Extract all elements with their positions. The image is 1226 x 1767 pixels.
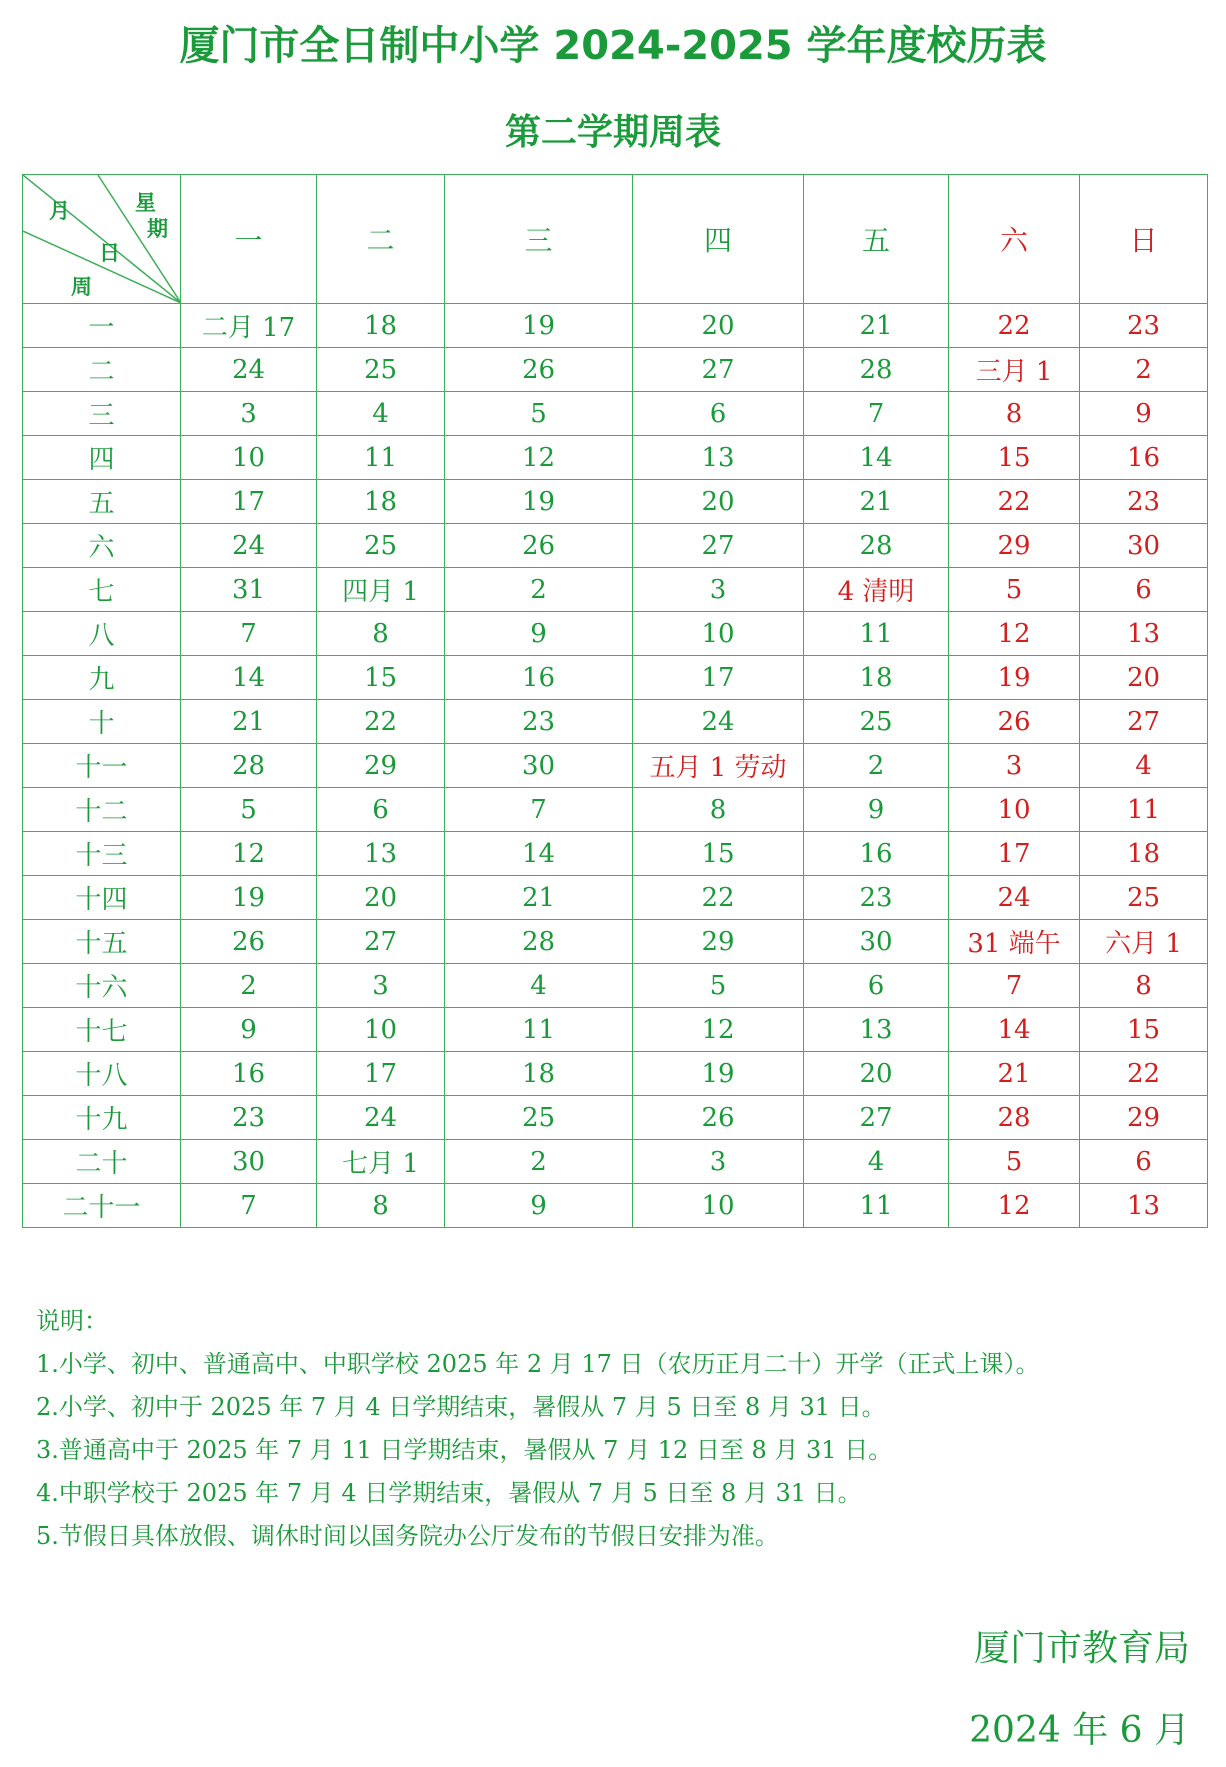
- day-cell: 7: [181, 1184, 317, 1228]
- corner-month-label: 月: [49, 199, 70, 223]
- note-item: 5.节假日具体放假、调休时间以国务院办公厅发布的节假日安排为准。: [36, 1522, 779, 1550]
- calendar-body: [23, 304, 1208, 1228]
- day-cell: 29: [317, 744, 445, 788]
- day-cell: 4: [1080, 744, 1208, 788]
- day-cell: 26: [445, 348, 633, 392]
- note-item: 1.小学、初中、普通高中、中职学校 2025 年 2 月 17 日（农历正月二十）开学（正式上课）。: [36, 1350, 1040, 1378]
- day-cell: 26: [445, 524, 633, 568]
- note-item: 3.普通高中于 2025 年 7 月 11 日学期结束，暑假从 7 月 12 日至 8 月 31 日。: [36, 1436, 893, 1464]
- day-cell: 25: [445, 1096, 633, 1140]
- day-cell: 26: [949, 700, 1080, 744]
- week-number-cell: 十四: [23, 876, 181, 920]
- day-cell: 2: [181, 964, 317, 1008]
- day-cell: 21: [445, 876, 633, 920]
- day-cell: 24: [949, 876, 1080, 920]
- issuer-name: 厦门市教育局: [973, 1628, 1190, 1669]
- day-cell: 20: [317, 876, 445, 920]
- week-row: [23, 920, 1208, 964]
- day-cell: 17: [317, 1052, 445, 1096]
- day-cell: 三月 1: [949, 348, 1080, 392]
- day-cell: 21: [804, 480, 949, 524]
- day-cell: 11: [1080, 788, 1208, 832]
- day-cell: 6: [317, 788, 445, 832]
- day-cell: 27: [633, 524, 804, 568]
- day-cell: 四月 1: [317, 568, 445, 612]
- day-cell: 12: [633, 1008, 804, 1052]
- day-cell: 28: [804, 348, 949, 392]
- day-cell: 16: [804, 832, 949, 876]
- week-row: [23, 348, 1208, 392]
- day-cell: 5: [445, 392, 633, 436]
- week-number-cell: 二十一: [23, 1184, 181, 1228]
- day-cell: 二月 17: [181, 304, 317, 348]
- day-cell: 18: [445, 1052, 633, 1096]
- day-cell: 29: [633, 920, 804, 964]
- day-cell: 22: [949, 480, 1080, 524]
- day-cell: 11: [445, 1008, 633, 1052]
- day-cell: 24: [633, 700, 804, 744]
- day-cell: 9: [445, 612, 633, 656]
- day-cell: 3: [633, 1140, 804, 1184]
- day-header-tue: 二: [317, 175, 445, 304]
- day-cell: 7: [949, 964, 1080, 1008]
- day-cell: 23: [804, 876, 949, 920]
- day-cell: 21: [949, 1052, 1080, 1096]
- week-row: [23, 1096, 1208, 1140]
- day-cell: 5: [181, 788, 317, 832]
- day-cell: 3: [633, 568, 804, 612]
- week-number-cell: 五: [23, 480, 181, 524]
- day-cell: 9: [804, 788, 949, 832]
- day-cell: 25: [1080, 876, 1208, 920]
- day-cell: 27: [633, 348, 804, 392]
- day-cell: 21: [804, 304, 949, 348]
- day-cell: 30: [804, 920, 949, 964]
- week-row: [23, 304, 1208, 348]
- day-cell: 14: [804, 436, 949, 480]
- day-cell: 15: [1080, 1008, 1208, 1052]
- note-item: 4.中职学校于 2025 年 7 月 4 日学期结束，暑假从 7 月 5 日至 8 月 31 日。: [36, 1479, 862, 1507]
- day-cell: 15: [633, 832, 804, 876]
- day-cell: 8: [317, 612, 445, 656]
- day-cell: 24: [317, 1096, 445, 1140]
- day-cell: 六月 1: [1080, 920, 1208, 964]
- corner-cell: [23, 175, 181, 304]
- week-number-cell: 三: [23, 392, 181, 436]
- day-cell: 10: [633, 612, 804, 656]
- day-cell: 20: [633, 480, 804, 524]
- day-cell: 14: [181, 656, 317, 700]
- week-row: [23, 964, 1208, 1008]
- day-cell: 5: [949, 568, 1080, 612]
- day-cell: 24: [181, 524, 317, 568]
- day-cell: 29: [949, 524, 1080, 568]
- week-row: [23, 392, 1208, 436]
- day-cell: 20: [1080, 656, 1208, 700]
- day-cell: 2: [445, 1140, 633, 1184]
- corner-day-label: 日: [99, 241, 120, 265]
- week-number-cell: 一: [23, 304, 181, 348]
- day-cell: 30: [181, 1140, 317, 1184]
- day-cell: 9: [1080, 392, 1208, 436]
- day-cell: 28: [445, 920, 633, 964]
- week-number-cell: 十七: [23, 1008, 181, 1052]
- week-number-cell: 十一: [23, 744, 181, 788]
- day-cell: 14: [949, 1008, 1080, 1052]
- day-cell: 23: [1080, 304, 1208, 348]
- page-subtitle: 第二学期周表: [504, 112, 721, 153]
- day-cell: 13: [1080, 612, 1208, 656]
- day-cell: 26: [633, 1096, 804, 1140]
- day-cell: 8: [317, 1184, 445, 1228]
- day-cell: 5: [949, 1140, 1080, 1184]
- notes-heading: 说明：: [36, 1307, 108, 1335]
- day-cell: 11: [317, 436, 445, 480]
- corner-weekday-label-1: 星: [135, 191, 156, 215]
- day-cell: 7: [804, 392, 949, 436]
- week-number-cell: 十八: [23, 1052, 181, 1096]
- day-cell: 4: [804, 1140, 949, 1184]
- calendar-table: [22, 174, 1208, 1228]
- day-cell: 27: [317, 920, 445, 964]
- corner-weekday-label-2: 期: [147, 217, 168, 241]
- week-row: [23, 1052, 1208, 1096]
- day-cell: 11: [804, 1184, 949, 1228]
- week-number-cell: 二: [23, 348, 181, 392]
- day-cell: 28: [949, 1096, 1080, 1140]
- day-cell: 19: [445, 480, 633, 524]
- day-cell: 4 清明: [804, 568, 949, 612]
- corner-week-label: 周: [71, 275, 92, 299]
- day-cell: 31 端午: [949, 920, 1080, 964]
- day-cell: 2: [1080, 348, 1208, 392]
- day-cell: 19: [949, 656, 1080, 700]
- day-cell: 13: [317, 832, 445, 876]
- day-cell: 19: [181, 876, 317, 920]
- day-cell: 七月 1: [317, 1140, 445, 1184]
- week-row: [23, 568, 1208, 612]
- day-cell: 五月 1 劳动: [633, 744, 804, 788]
- day-cell: 23: [1080, 480, 1208, 524]
- day-cell: 28: [804, 524, 949, 568]
- day-cell: 25: [317, 348, 445, 392]
- week-number-cell: 十六: [23, 964, 181, 1008]
- day-cell: 2: [445, 568, 633, 612]
- week-row: [23, 524, 1208, 568]
- day-cell: 25: [317, 524, 445, 568]
- week-number-cell: 八: [23, 612, 181, 656]
- day-cell: 4: [317, 392, 445, 436]
- day-cell: 9: [445, 1184, 633, 1228]
- day-cell: 5: [633, 964, 804, 1008]
- day-cell: 8: [949, 392, 1080, 436]
- day-cell: 19: [445, 304, 633, 348]
- day-cell: 10: [633, 1184, 804, 1228]
- day-cell: 6: [1080, 1140, 1208, 1184]
- day-header-mon: 一: [181, 175, 317, 304]
- week-row: [23, 744, 1208, 788]
- week-row: [23, 876, 1208, 920]
- week-row: [23, 1140, 1208, 1184]
- week-number-cell: 六: [23, 524, 181, 568]
- day-cell: 15: [949, 436, 1080, 480]
- week-row: [23, 700, 1208, 744]
- day-cell: 3: [317, 964, 445, 1008]
- day-cell: 31: [181, 568, 317, 612]
- day-cell: 29: [1080, 1096, 1208, 1140]
- day-cell: 4: [445, 964, 633, 1008]
- day-cell: 12: [949, 612, 1080, 656]
- day-cell: 23: [181, 1096, 317, 1140]
- day-cell: 16: [1080, 436, 1208, 480]
- day-cell: 17: [949, 832, 1080, 876]
- day-cell: 30: [1080, 524, 1208, 568]
- notes-section: [36, 1300, 1040, 1558]
- day-cell: 22: [633, 876, 804, 920]
- day-cell: 27: [804, 1096, 949, 1140]
- day-cell: 8: [633, 788, 804, 832]
- day-cell: 10: [317, 1008, 445, 1052]
- day-cell: 8: [1080, 964, 1208, 1008]
- day-cell: 18: [1080, 832, 1208, 876]
- day-cell: 22: [317, 700, 445, 744]
- page-title: 厦门市全日制中小学 2024-2025 学年度校历表: [179, 23, 1047, 69]
- day-cell: 6: [1080, 568, 1208, 612]
- day-cell: 12: [445, 436, 633, 480]
- header-row: [23, 175, 1208, 304]
- day-cell: 2: [804, 744, 949, 788]
- week-row: [23, 612, 1208, 656]
- week-row: [23, 436, 1208, 480]
- day-cell: 10: [181, 436, 317, 480]
- week-number-cell: 十五: [23, 920, 181, 964]
- week-number-cell: 十二: [23, 788, 181, 832]
- day-cell: 6: [804, 964, 949, 1008]
- week-row: [23, 656, 1208, 700]
- day-cell: 17: [181, 480, 317, 524]
- week-number-cell: 十九: [23, 1096, 181, 1140]
- day-cell: 22: [1080, 1052, 1208, 1096]
- day-cell: 27: [1080, 700, 1208, 744]
- day-header-sun: 日: [1080, 175, 1208, 304]
- day-cell: 24: [181, 348, 317, 392]
- day-cell: 23: [445, 700, 633, 744]
- day-cell: 28: [181, 744, 317, 788]
- day-cell: 25: [804, 700, 949, 744]
- week-number-cell: 十三: [23, 832, 181, 876]
- day-cell: 12: [949, 1184, 1080, 1228]
- week-number-cell: 二十: [23, 1140, 181, 1184]
- day-cell: 7: [181, 612, 317, 656]
- day-cell: 7: [445, 788, 633, 832]
- day-cell: 13: [633, 436, 804, 480]
- day-cell: 3: [181, 392, 317, 436]
- day-cell: 3: [949, 744, 1080, 788]
- day-cell: 19: [633, 1052, 804, 1096]
- week-row: [23, 1008, 1208, 1052]
- day-header-sat: 六: [949, 175, 1080, 304]
- day-cell: 12: [181, 832, 317, 876]
- day-header-wed: 三: [445, 175, 633, 304]
- week-number-cell: 九: [23, 656, 181, 700]
- day-header-thu: 四: [633, 175, 804, 304]
- week-number-cell: 四: [23, 436, 181, 480]
- day-cell: 11: [804, 612, 949, 656]
- note-item: 2.小学、初中于 2025 年 7 月 4 日学期结束，暑假从 7 月 5 日至 8 月 31 日。: [36, 1393, 886, 1421]
- day-cell: 13: [804, 1008, 949, 1052]
- week-row: [23, 832, 1208, 876]
- day-cell: 21: [181, 700, 317, 744]
- week-number-cell: 七: [23, 568, 181, 612]
- day-cell: 6: [633, 392, 804, 436]
- week-number-cell: 十: [23, 700, 181, 744]
- day-cell: 26: [181, 920, 317, 964]
- day-cell: 20: [633, 304, 804, 348]
- day-cell: 18: [317, 480, 445, 524]
- day-cell: 15: [317, 656, 445, 700]
- day-cell: 18: [317, 304, 445, 348]
- day-cell: 16: [445, 656, 633, 700]
- day-cell: 30: [445, 744, 633, 788]
- week-row: [23, 1184, 1208, 1228]
- day-cell: 9: [181, 1008, 317, 1052]
- day-cell: 22: [949, 304, 1080, 348]
- day-cell: 13: [1080, 1184, 1208, 1228]
- issue-date: 2024 年 6 月: [969, 1710, 1190, 1751]
- day-cell: 17: [633, 656, 804, 700]
- day-cell: 18: [804, 656, 949, 700]
- day-cell: 14: [445, 832, 633, 876]
- day-cell: 16: [181, 1052, 317, 1096]
- day-cell: 10: [949, 788, 1080, 832]
- day-header-fri: 五: [804, 175, 949, 304]
- week-row: [23, 788, 1208, 832]
- week-row: [23, 480, 1208, 524]
- day-cell: 20: [804, 1052, 949, 1096]
